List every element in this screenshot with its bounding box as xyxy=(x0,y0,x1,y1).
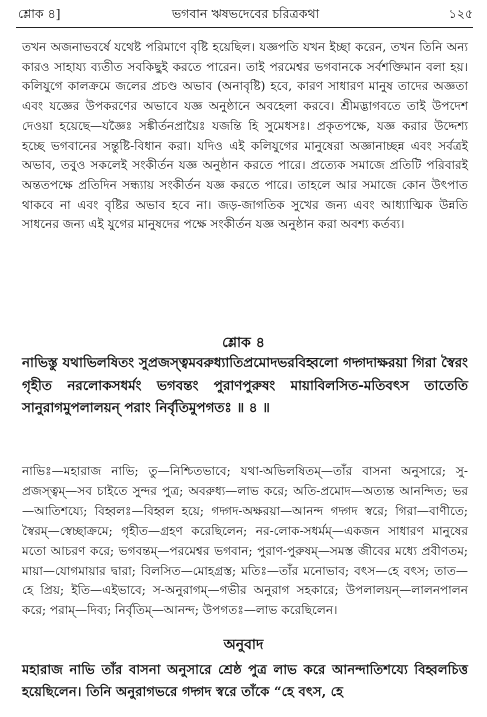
sanskrit-verse: নাভিস্তু যথাভিলষিতং সুপ্রজস্ত্বমবরুধ্যাতিপ্রমোদভরবিহ্বলো গদ্গদাক্ষরয়া গিরা স্বৈরং গৃহীত নরলোকসধর্মং ভগবন্তং পুরাণপুরুষং মায়াবিলসিত-মতিবৎস তাতেতি সানুরাগমুপলালয়ন্ পরাং নির্বৃতিমুপগতঃ ॥ ৪ ॥ xyxy=(22,355,468,416)
synonyms-paragraph: নাভিঃ—মহারাজ নাভি; তু—নিশ্চিতভাবে; যথা-অভিলষিতম্—তাঁর বাসনা অনুসারে; সু-প্রজস্ত্বম্—সব চাইতে সুন্দর পুত্র; অবরুধ্য—লাভ করে; অতি-প্রমোদ—অত্যন্ত আনন্দিত; ভর—আতিশয্যে; বিহ্বলঃ—বিহ্বল হয়ে; গদ্গদ-অক্ষরয়া—আনন্দ গদ্গদ স্বরে; গিরা—বাণীতে; স্বৈরম্—স্বেচ্ছাক্রমে; গৃহীত—গ্রহণ করেছিলেন; নর-লোক-সধর্মম্—একজন সাধারণ মানুষের মতো আচরণ করে; ভগবন্তম্—পরমেশ্বর ভগবান; পুরাণ-পুরুষম্—সমস্ত জীবের মধ্যে প্রবীণতম; মায়া—যোগমায়ার দ্বারা; বিলসিত—মোহগ্রস্ত; মতিঃ—তাঁর মনোভাব; বৎস—হে বৎস; তাত—হে প্রিয়; ইতি—এইভাবে; স-অনুরাগম্—গভীর অনুরাগ সহকারে; উপলালয়ন্—লালনপালন করে; পরাম্—দিব্য; নির্বৃতিম্—আনন্দ; উপগতঃ—লাভ করেছিলেন। xyxy=(22,464,468,618)
verse-heading: শ্লোক ৪ xyxy=(222,335,265,351)
purport-paragraph: তখন অজনাভবর্ষে যথেষ্ট পরিমাণে বৃষ্টি হয়েছিল। যজ্ঞপতি যখন ইচ্ছা করেন, তখন তিনি অন্য কারও সাহায্য ব্যতীত সবকিছুই করতে পারেন। তাই পরমেশ্বর ভগবানকে সর্বশক্তিমান বলা হয়। কলিযুগে কালক্রমে জলের প্রচণ্ড অভাব (অনাবৃষ্টি) হবে, কারণ সাধারণ মানুষ তাদের অজ্ঞতা এবং যজ্ঞের উপকরণের অভাবে যজ্ঞ অনুষ্ঠানে অবহেলা করবে। শ্রীমদ্ভাগবতে তাই উপদেশ দেওয়া হয়েছে—যজ্ঞৈঃ সঙ্কীর্তনপ্রায়ৈঃ যজন্তি হি সুমেধসঃ। প্রকৃতপক্ষে, যজ্ঞ করার উদ্দেশ্য হচ্ছে ভগবানের সন্তুষ্টি-বিধান করা। যদিও এই কলিযুগের মানুষেরা অজ্ঞানাচ্ছন্ন এবং সর্বত্রই অভাব, তবুও সকলেই সংকীর্তন যজ্ঞ অনুষ্ঠান করতে পারে। প্রত্যেক সমাজে প্রতিটি পরিবারই অন্ততপক্ষে প্রতিদিন সন্ধ্যায় সংকীর্তন যজ্ঞ করতে পারে। তাহলে আর সমাজে কোন উৎপাত থাকবে না এবং বৃষ্টির অভাব হবে না। জড়-জাগতিক সুখের জন্য এবং আধ্যাত্মিক উন্নতি সাধনের জন্য এই যুগের মানুষদের পক্ষে সংকীর্তন যজ্ঞ অনুষ্ঠান করা অবশ্য কর্তব্য। xyxy=(22,40,468,232)
running-title: ভগবান ঋষভদেবের চরিত্রকথা xyxy=(171,6,320,21)
page-header xyxy=(18,4,473,24)
header-rule xyxy=(16,27,473,28)
translation-paragraph: মহারাজ নাভি তাঁর বাসনা অনুসারে শ্রেষ্ঠ পুত্র লাভ করে আনন্দাতিশয্যে বিহ্বলচিত্ত হয়েছিলেন। তিনি অনুরাগভরে গদ্গদ স্বরে তাঁকে “হে বৎস, হে xyxy=(22,663,468,700)
translation-heading: অনুবাদ xyxy=(223,637,264,653)
page-number: ১২৫ xyxy=(448,6,473,21)
chapter-verse-ref: শ্লোক ৪] xyxy=(18,6,61,21)
